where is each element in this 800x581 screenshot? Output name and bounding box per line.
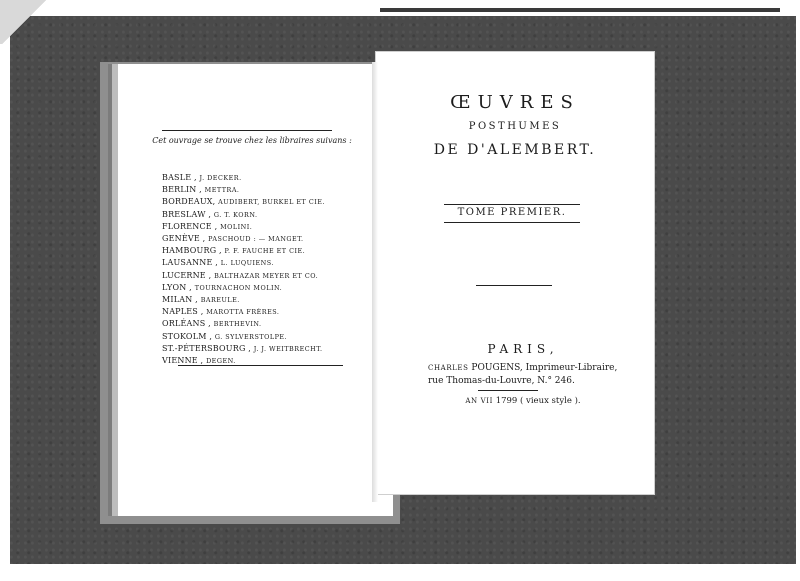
bookseller-name: TOURNACHON MOLIN. xyxy=(194,283,283,292)
bookseller-item xyxy=(162,257,362,269)
publisher-rest: Imprimeur-Libraire, rue Thomas-du-Louvre, N.° 246. xyxy=(428,363,618,386)
imprint-publisher xyxy=(428,362,618,388)
bookseller-city: HAMBOURG , xyxy=(162,246,222,256)
scan-top-strip xyxy=(380,8,780,12)
tome-top-rule xyxy=(444,204,580,205)
imprint-block xyxy=(428,342,618,406)
bookseller-city: STOKOLM , xyxy=(162,331,213,341)
bookseller-name: J. DECKER. xyxy=(199,174,242,182)
publisher-name: POUGENS, xyxy=(471,363,523,373)
intro-top-rule xyxy=(162,130,332,131)
date-prefix: AN VII xyxy=(465,397,493,405)
tome-label: TOME PREMIER. xyxy=(457,207,567,218)
bookseller-item xyxy=(162,209,362,221)
imprint-rule xyxy=(478,390,538,391)
title-posthumes: POSTHUMES xyxy=(468,121,562,132)
bookseller-city: BRESLAW , xyxy=(162,209,212,219)
title-author: DE D'ALEMBERT. xyxy=(433,142,597,158)
bookseller-item xyxy=(162,172,362,184)
bookseller-city: LAUSANNE , xyxy=(162,258,219,268)
bookseller-item xyxy=(162,343,362,355)
scan-corner xyxy=(0,0,48,44)
bookseller-city: ORLÉANS , xyxy=(162,319,211,329)
bookseller-item xyxy=(162,282,362,294)
bookseller-name: G. SYLVERSTOLPE. xyxy=(214,332,288,341)
date-rest: 1799 ( vieux style ). xyxy=(495,396,581,406)
bookseller-item xyxy=(162,270,362,282)
bookseller-name: DEGEN. xyxy=(206,357,236,366)
bookseller-item xyxy=(162,196,362,208)
bookseller-city: BERLIN , xyxy=(162,185,202,195)
bookseller-item xyxy=(162,294,362,306)
bookseller-name: P. F. FAUCHE ET CIE. xyxy=(224,247,306,256)
bookseller-item xyxy=(162,245,362,257)
bookseller-city: VIENNE , xyxy=(162,356,204,366)
bookseller-name: BAREULE. xyxy=(200,296,240,305)
imprint-date xyxy=(428,396,618,406)
bookseller-city: ST.-PÉTERSBOURG , xyxy=(162,343,252,353)
list-bottom-rule xyxy=(178,365,343,366)
bookseller-city: GENÈVE , xyxy=(162,234,206,244)
bookseller-name: BALTHAZAR MEYER ET CO. xyxy=(214,271,319,280)
bookseller-name: L. LUQUIENS. xyxy=(220,259,274,268)
imprint-city: PARIS, xyxy=(487,342,559,356)
bookseller-item xyxy=(162,331,362,343)
bookseller-name: AUDIBERT, BURKEL ET CIE. xyxy=(218,198,325,207)
bookseller-item xyxy=(162,306,362,318)
booksellers-intro: Cet ouvrage se trouve chez les libraires suivans : xyxy=(152,136,352,145)
bookseller-item xyxy=(162,221,362,233)
bookseller-city: LUCERNE , xyxy=(162,270,212,280)
booksellers-list xyxy=(162,172,362,367)
bookseller-name: J. J. WEITBRECHT. xyxy=(253,344,323,353)
bookseller-city: NAPLES , xyxy=(162,307,204,317)
bookseller-name: PASCHOUD : — MANGET. xyxy=(208,235,304,244)
title-block xyxy=(400,92,630,158)
tome-bottom-rule xyxy=(444,222,580,223)
bookseller-item xyxy=(162,233,362,245)
bookseller-name: MOLINI. xyxy=(220,222,253,231)
bookseller-item xyxy=(162,184,362,196)
bookseller-name: BERTHEVIN. xyxy=(213,320,262,329)
bookseller-city: MILAN , xyxy=(162,295,198,305)
bookseller-city: FLORENCE , xyxy=(162,221,218,231)
publisher-prefix: CHARLES xyxy=(428,364,469,372)
book-gutter xyxy=(372,62,378,502)
bookseller-city: LYON , xyxy=(162,282,192,292)
bookseller-city: BASLE , xyxy=(162,173,197,182)
bookseller-item xyxy=(162,318,362,330)
ornament-rule xyxy=(476,285,552,286)
bookseller-city: BORDEAUX, xyxy=(162,197,216,207)
title-oeuvres: ŒUVRES xyxy=(450,92,580,113)
bookseller-name: MAROTTA FRÈRES. xyxy=(206,308,280,317)
bookseller-name: G. T. KORN. xyxy=(213,210,258,219)
bookseller-name: METTRA. xyxy=(204,186,240,195)
